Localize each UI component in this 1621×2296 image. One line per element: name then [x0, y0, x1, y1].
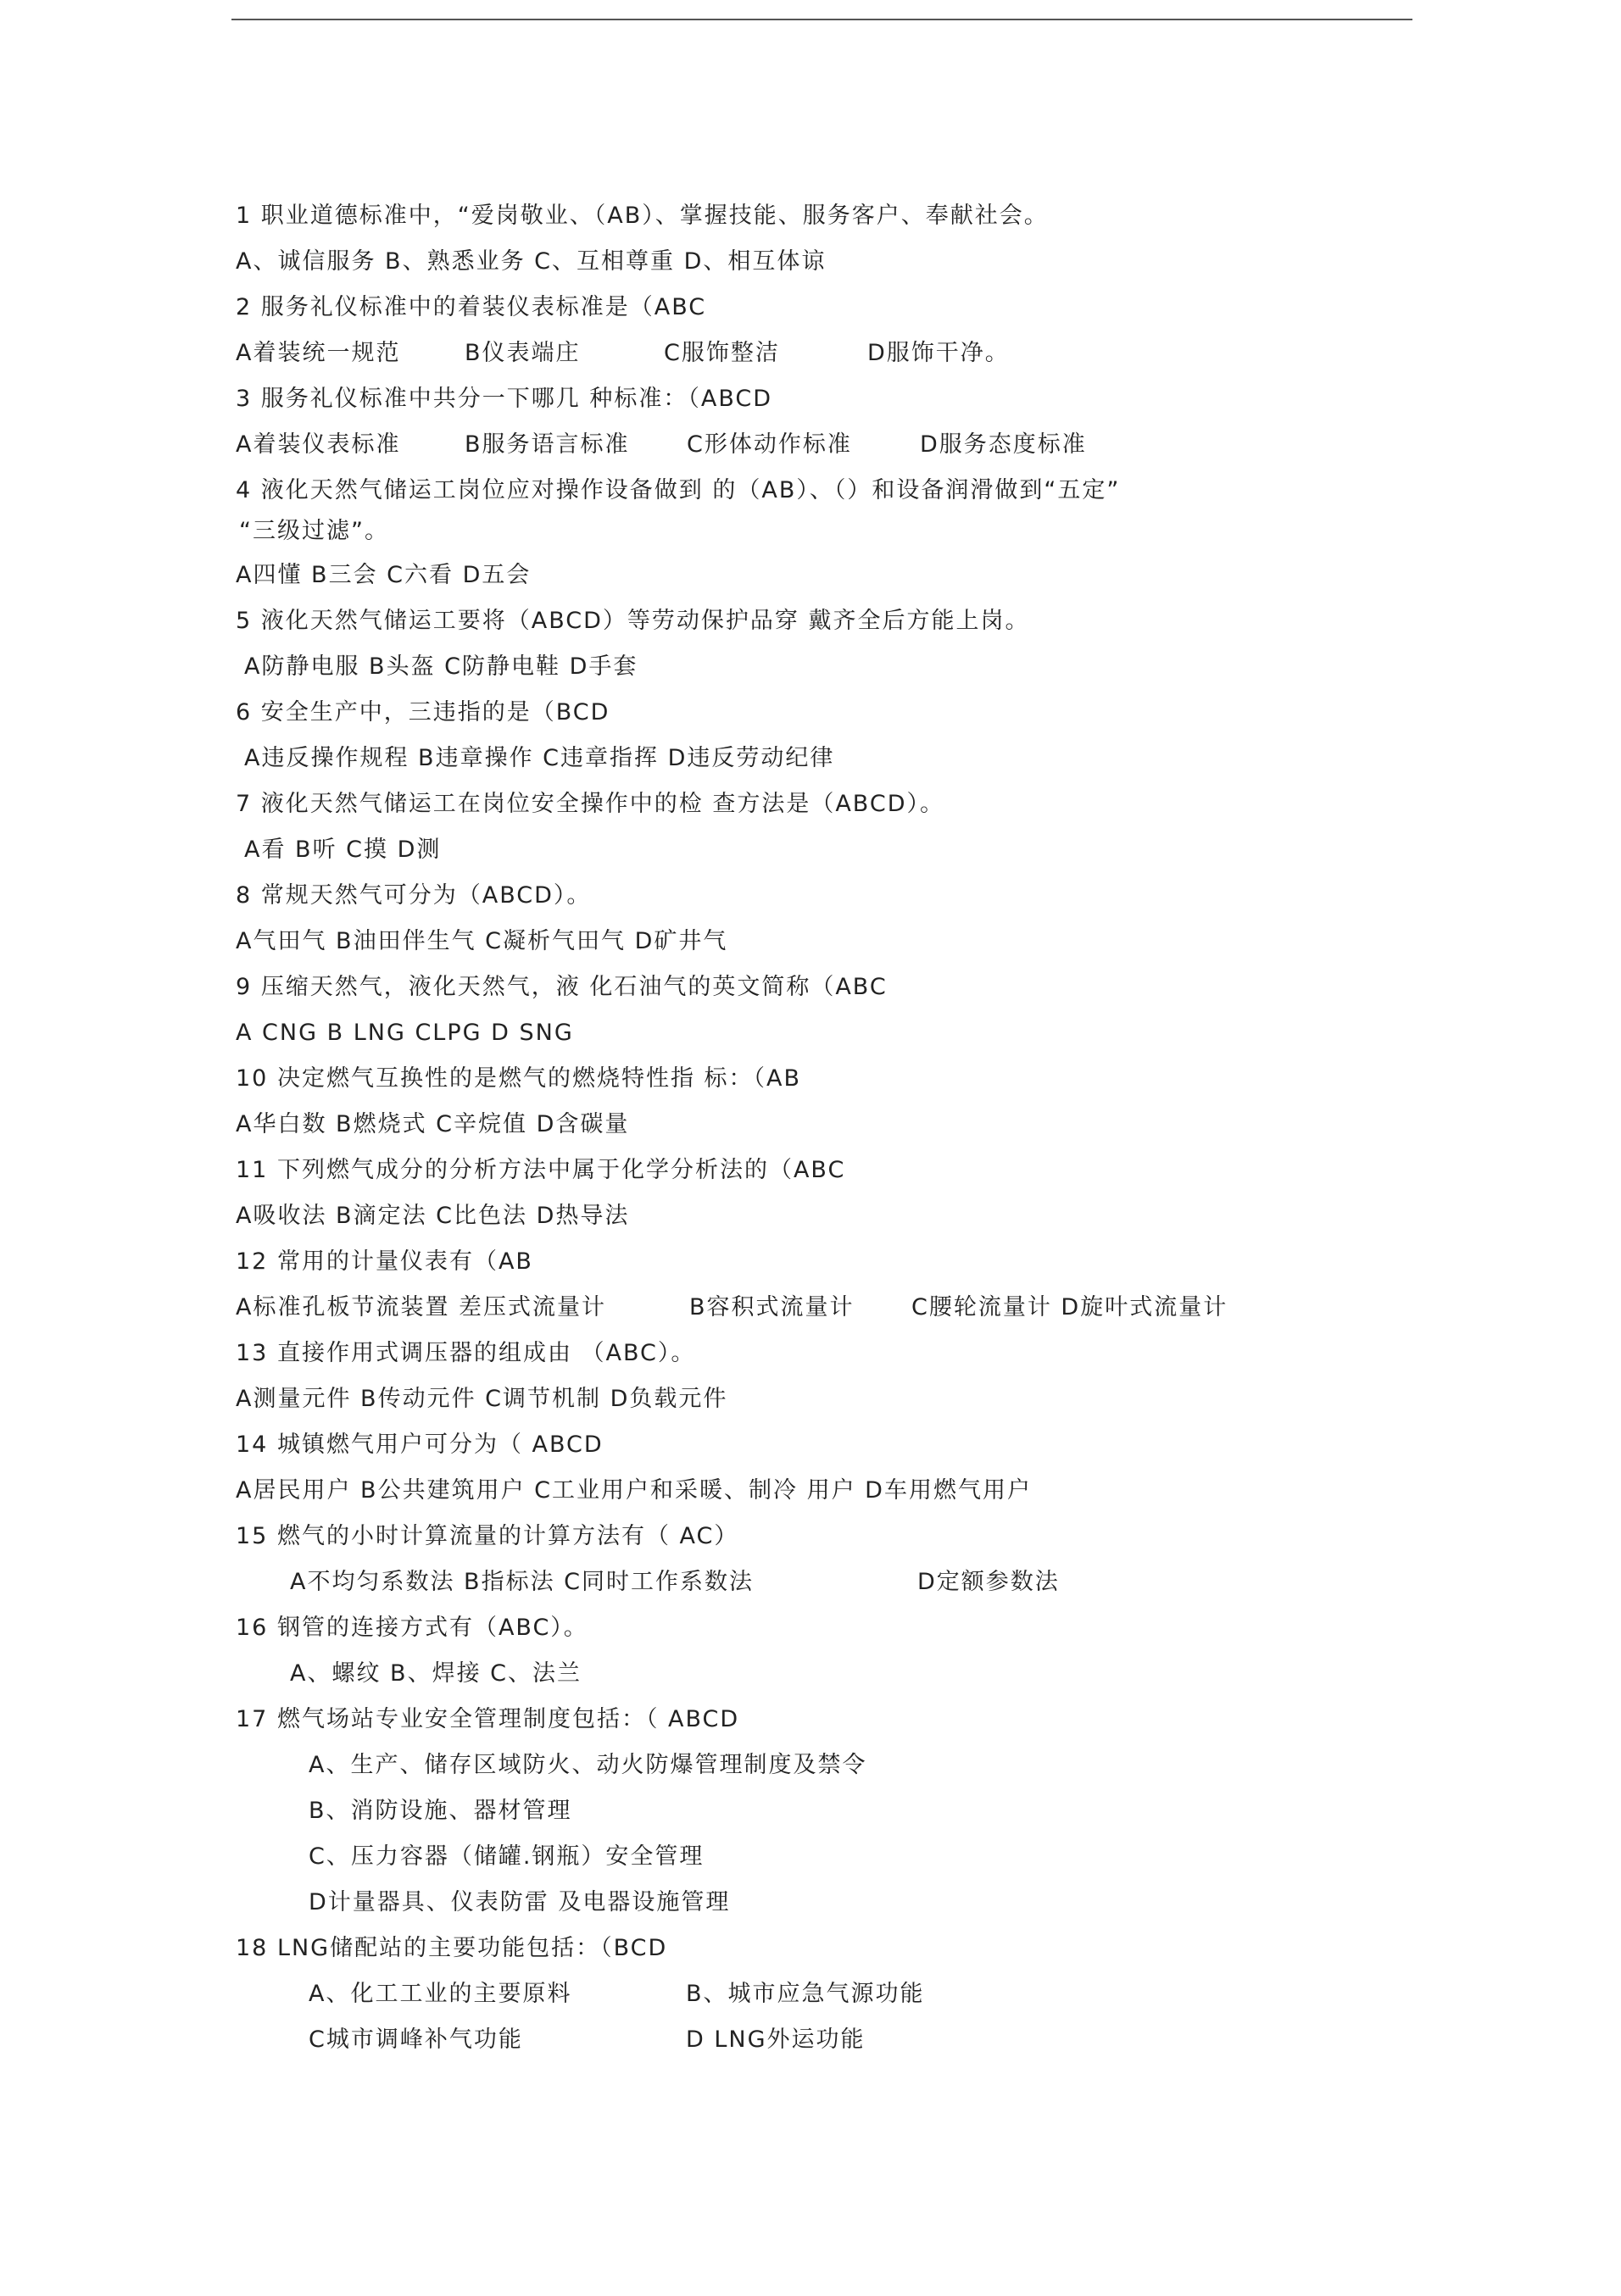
question-6: 6 安全生产中，三违指的是（BCD: [236, 699, 610, 725]
option-18d: D LNG外运功能: [686, 2026, 866, 2053]
options-18-row1: [236, 1971, 1423, 2017]
options-5: A防静电服 B头盔 C防静电鞋 D手套: [244, 653, 638, 680]
option-18b: B、城市应急气源功能: [686, 1981, 925, 2007]
question-8: 8 常规天然气可分为（ABCD）。: [236, 882, 592, 909]
option-2a: A着装统一规范: [236, 340, 401, 366]
option-12b: B容积式流量计: [689, 1294, 855, 1320]
question-11: 11 下列燃气成分的分析方法中属于化学分析法的（ABC: [236, 1157, 846, 1183]
option-18a: A、化工工业的主要原料: [309, 1981, 572, 2007]
option-3d: D服务态度标准: [920, 431, 1087, 458]
question-4: 4 液化天然气储运工岗位应对操作设备做到 的（AB）、（）和设备润滑做到“五定”: [236, 477, 1121, 503]
option-3b: B服务语言标准: [465, 431, 630, 458]
options-3: [236, 422, 1423, 468]
option-3a: A着装仪表标准: [236, 431, 401, 458]
question-4-continued: “三级过滤”。: [239, 518, 389, 544]
options-4: A四懂 B三会 C六看 D五会: [236, 562, 532, 588]
option-15d: D定额参数法: [917, 1569, 1060, 1595]
question-5: 5 液化天然气储运工要将（ABCD）等劳动保护品穿 戴齐全后方能上岗。: [236, 608, 1030, 634]
option-3c: C形体动作标准: [687, 431, 852, 458]
question-17: 17 燃气场站专业安全管理制度包括：（ ABCD: [236, 1706, 740, 1732]
options-1: A、诚信服务 B、熟悉业务 C、互相尊重 D、相互体谅: [236, 248, 827, 275]
question-14: 14 城镇燃气用户可分为（ ABCD: [236, 1432, 604, 1458]
question-3: 3 服务礼仪标准中共分一下哪几 种标准：（ABCD: [236, 386, 773, 412]
options-13: A测量元件 B传动元件 C调节机制 D负载元件: [236, 1386, 728, 1412]
options-18-row2: [236, 2017, 1423, 2063]
option-12a: A标准孔板节流装置 差压式流量计: [236, 1294, 607, 1320]
question-10: 10 决定燃气互换性的是燃气的燃烧特性指 标：（AB: [236, 1065, 802, 1092]
option-2b: B仪表端庄: [465, 340, 581, 366]
options-14: A居民用户 B公共建筑用户 C工业用户和采暖、制冷 用户 D车用燃气用户: [236, 1477, 1032, 1504]
question-1: 1 职业道德标准中，“爱岗敬业、（AB）、掌握技能、服务客户、奉献社会。: [236, 203, 1049, 229]
question-15: 15 燃气的小时计算流量的计算方法有（ AC）: [236, 1523, 739, 1549]
option-2d: D服饰干净。: [867, 340, 1010, 366]
options-2: [236, 331, 1423, 376]
options-6: A违反操作规程 B违章操作 C违章指挥 D违反劳动纪律: [244, 745, 835, 771]
option-2c: C服饰整洁: [664, 340, 780, 366]
question-18: 18 LNG储配站的主要功能包括：（BCD: [236, 1935, 668, 1961]
question-list: [236, 193, 1423, 2063]
option-18c: C城市调峰补气功能: [309, 2026, 523, 2053]
question-7: 7 液化天然气储运工在岗位安全操作中的检 查方法是（ABCD）。: [236, 791, 945, 817]
options-9: A CNG B LNG CLPG D SNG: [236, 1020, 574, 1046]
option-17a: A、生产、储存区域防火、动火防爆管理制度及禁令: [309, 1752, 867, 1778]
options-11: A吸收法 B滴定法 C比色法 D热导法: [236, 1203, 630, 1229]
question-9: 9 压缩天然气，液化天然气，液 化石油气的英文简称（ABC: [236, 974, 888, 1000]
options-10: A华白数 B燃烧式 C辛烷值 D含碳量: [236, 1111, 630, 1137]
question-2: 2 服务礼仪标准中的着装仪表标准是（ABC: [236, 294, 707, 320]
option-15abc: A不均匀系数法 B指标法 C同时工作系数法: [290, 1569, 755, 1595]
options-15: [236, 1559, 1423, 1605]
options-16: A、螺纹 B、焊接 C、法兰: [290, 1660, 582, 1687]
option-17c: C、压力容器（储罐.钢瓶）安全管理: [309, 1843, 705, 1870]
header-rule: [231, 19, 1412, 20]
question-16: 16 钢管的连接方式有（ABC）。: [236, 1615, 588, 1641]
option-12cd: C腰轮流量计 D旋叶式流量计: [911, 1294, 1228, 1320]
option-17b: B、消防设施、器材管理: [309, 1798, 572, 1824]
question-12: 12 常用的计量仪表有（AB: [236, 1248, 533, 1275]
option-17d: D计量器具、仪表防雷 及电器设施管理: [309, 1889, 731, 1915]
options-8: A气田气 B油田伴生气 C凝析气田气 D矿井气: [236, 928, 728, 954]
options-12: [236, 1285, 1423, 1331]
question-13: 13 直接作用式调压器的组成由 （ABC）。: [236, 1340, 696, 1366]
options-7: A看 B听 C摸 D测: [244, 837, 442, 863]
